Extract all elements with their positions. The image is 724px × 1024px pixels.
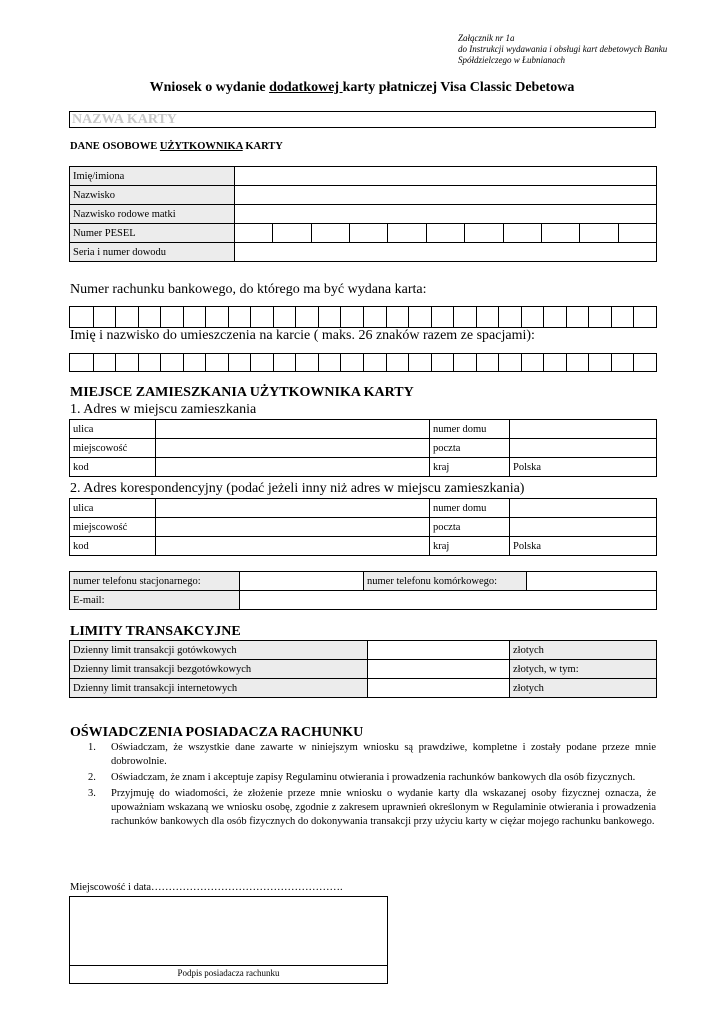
signature-divider bbox=[69, 965, 388, 966]
table-row bbox=[70, 572, 657, 591]
post-office-label: poczta bbox=[430, 439, 510, 458]
card-char-divider bbox=[363, 354, 364, 371]
personal-data-heading bbox=[70, 141, 283, 152]
street-label: ulica bbox=[70, 420, 156, 439]
corr-city-label: miejscowość bbox=[70, 518, 156, 537]
declaration-number-2: 2. bbox=[88, 772, 96, 783]
declarations-heading: OŚWIADCZENIA POSIADACZA RACHUNKU bbox=[70, 725, 364, 740]
card-char-divider bbox=[431, 354, 432, 371]
account-digit-divider bbox=[160, 307, 161, 327]
account-digit-divider bbox=[138, 307, 139, 327]
personal-heading-part-1: DANE OSOBOWE bbox=[70, 141, 160, 152]
card-char-divider bbox=[205, 354, 206, 371]
corr-postal-code-label: kod bbox=[70, 537, 156, 556]
signature-label: Podpis posiadacza rachunku bbox=[177, 968, 280, 978]
document-title bbox=[0, 80, 724, 96]
card-char-divider bbox=[183, 354, 184, 371]
card-char-divider bbox=[633, 354, 634, 371]
email-input[interactable] bbox=[240, 591, 657, 610]
pesel-digit-box[interactable] bbox=[235, 224, 273, 243]
title-underlined: dodatkowej bbox=[269, 80, 343, 95]
first-name-input[interactable] bbox=[235, 167, 657, 186]
cashless-limit-label: Dzienny limit transakcji bezgotówkowych bbox=[70, 660, 368, 679]
email-label: E-mail: bbox=[70, 591, 240, 610]
declaration-text-2: Oświadczam, że znam i akceptuje zapisy Regulaminu otwierania i prowadzenia rachunków bankowych dla osób fizycznych. bbox=[111, 772, 636, 783]
card-char-divider bbox=[476, 354, 477, 371]
pesel-digit-box[interactable] bbox=[618, 224, 656, 243]
table-row bbox=[70, 660, 657, 679]
card-char-divider bbox=[498, 354, 499, 371]
annex-note bbox=[458, 33, 667, 66]
account-digit-divider bbox=[453, 307, 454, 327]
declarations-list bbox=[70, 741, 656, 829]
address-1-table bbox=[69, 419, 657, 477]
account-digit-divider bbox=[273, 307, 274, 327]
account-number-grid[interactable] bbox=[69, 306, 657, 328]
landline-input[interactable] bbox=[240, 572, 364, 591]
account-digit-divider bbox=[183, 307, 184, 327]
account-digit-divider bbox=[543, 307, 544, 327]
card-char-divider bbox=[318, 354, 319, 371]
card-char-divider bbox=[250, 354, 251, 371]
house-number-label: numer domu bbox=[430, 420, 510, 439]
pesel-digit-box[interactable] bbox=[503, 224, 541, 243]
internet-limit-unit: złotych bbox=[510, 679, 657, 698]
limits-heading: LIMITY TRANSAKCYJNE bbox=[70, 624, 241, 639]
declaration-number-1: 1. bbox=[88, 742, 96, 753]
table-row bbox=[70, 458, 657, 477]
account-digit-divider bbox=[498, 307, 499, 327]
card-char-divider bbox=[160, 354, 161, 371]
pesel-digit-box[interactable] bbox=[388, 224, 426, 243]
table-row bbox=[70, 243, 657, 262]
corr-street-label: ulica bbox=[70, 499, 156, 518]
residence-heading: MIEJSCE ZAMIESZKANIA UŻYTKOWNIKA KARTY bbox=[70, 385, 414, 400]
city-label: miejscowość bbox=[70, 439, 156, 458]
card-char-divider bbox=[566, 354, 567, 371]
id-number-label: Seria i numer dowodu bbox=[70, 243, 235, 262]
declaration-number-3: 3. bbox=[88, 788, 96, 799]
table-row bbox=[70, 537, 657, 556]
card-char-divider bbox=[408, 354, 409, 371]
pesel-digit-box[interactable] bbox=[580, 224, 618, 243]
pesel-digit-box[interactable] bbox=[311, 224, 349, 243]
table-row bbox=[70, 186, 657, 205]
account-digit-divider bbox=[115, 307, 116, 327]
corr-post-office-input[interactable] bbox=[510, 518, 657, 537]
pesel-digit-box[interactable] bbox=[426, 224, 464, 243]
card-char-divider bbox=[611, 354, 612, 371]
table-row bbox=[70, 205, 657, 224]
account-digit-divider bbox=[566, 307, 567, 327]
house-number-input[interactable] bbox=[510, 420, 657, 439]
account-digit-divider bbox=[633, 307, 634, 327]
postal-code-input[interactable] bbox=[156, 458, 430, 477]
title-part-1: Wniosek o wydanie bbox=[149, 80, 270, 95]
mother-maiden-name-label: Nazwisko rodowe matki bbox=[70, 205, 235, 224]
card-char-divider bbox=[588, 354, 589, 371]
list-item bbox=[70, 741, 656, 769]
card-print-name-grid[interactable] bbox=[69, 353, 657, 372]
pesel-digit-box[interactable] bbox=[273, 224, 311, 243]
card-print-name-label: Imię i nazwisko do umieszczenia na karcie ( maks. 26 znaków razem ze spacjami): bbox=[70, 328, 535, 343]
account-digit-divider bbox=[386, 307, 387, 327]
card-char-divider bbox=[295, 354, 296, 371]
personal-heading-underlined: UŻYTKOWNIKA bbox=[159, 141, 243, 152]
card-name-field[interactable] bbox=[69, 111, 656, 128]
cashless-limit-input[interactable] bbox=[368, 660, 510, 679]
corr-street-input[interactable] bbox=[156, 499, 430, 518]
internet-limit-input[interactable] bbox=[368, 679, 510, 698]
cash-limit-input[interactable] bbox=[368, 641, 510, 660]
list-item bbox=[70, 787, 656, 829]
account-digit-divider bbox=[408, 307, 409, 327]
card-char-divider bbox=[93, 354, 94, 371]
table-row bbox=[70, 518, 657, 537]
corr-postal-code-input[interactable] bbox=[156, 537, 430, 556]
account-digit-divider bbox=[318, 307, 319, 327]
account-digit-divider bbox=[228, 307, 229, 327]
annex-line-3: Spółdzielczego w Łubnianach bbox=[458, 55, 565, 65]
card-char-divider bbox=[453, 354, 454, 371]
table-row bbox=[70, 420, 657, 439]
table-row bbox=[70, 641, 657, 660]
address-2-title: 2. Adres korespondencyjny (podać jeżeli inny niż adres w miejscu zamieszkania) bbox=[70, 481, 525, 496]
last-name-label: Nazwisko bbox=[70, 186, 235, 205]
address-2-table bbox=[69, 498, 657, 556]
account-digit-divider bbox=[588, 307, 589, 327]
cash-limit-label: Dzienny limit transakcji gotówkowych bbox=[70, 641, 368, 660]
account-digit-divider bbox=[250, 307, 251, 327]
place-date-field[interactable]: Miejscowość i data………………………………………………. bbox=[70, 882, 343, 893]
card-char-divider bbox=[228, 354, 229, 371]
city-input[interactable] bbox=[156, 439, 430, 458]
corr-post-office-label: poczta bbox=[430, 518, 510, 537]
account-digit-divider bbox=[431, 307, 432, 327]
mother-maiden-name-input[interactable] bbox=[235, 205, 657, 224]
post-office-input[interactable] bbox=[510, 439, 657, 458]
account-digit-divider bbox=[363, 307, 364, 327]
account-digit-divider bbox=[611, 307, 612, 327]
account-digit-divider bbox=[521, 307, 522, 327]
pesel-label: Numer PESEL bbox=[70, 224, 235, 243]
list-item bbox=[70, 771, 656, 785]
table-row bbox=[70, 499, 657, 518]
mobile-label: numer telefonu komórkowego: bbox=[364, 572, 527, 591]
personal-heading-part-2: KARTY bbox=[242, 141, 283, 152]
address-1-title: 1. Adres w miejscu zamieszkania bbox=[70, 402, 257, 417]
annex-line-2: do Instrukcji wydawania i obsługi kart debetowych Banku bbox=[458, 44, 668, 54]
card-char-divider bbox=[340, 354, 341, 371]
account-digit-divider bbox=[340, 307, 341, 327]
card-char-divider bbox=[138, 354, 139, 371]
card-name-label: NAZWA KARTY bbox=[72, 112, 177, 127]
declaration-text-3: Przyjmuję do wiadomości, że złożenie przeze mnie wniosku o wydanie karty dla wskazanej osoby fizycznej oznacza, że upoważniam wskazaną we wniosku osobę, zgodnie z zakresem uprawnień określonym w Regulaminie otwierania i prowadzenia rachunków bankowych dla osób fizycznych do dokonywania transakcji przy użyciu karty w ciężar mojego rachunku bankowego. bbox=[111, 788, 656, 827]
id-number-input[interactable] bbox=[235, 243, 657, 262]
table-row bbox=[70, 224, 657, 243]
last-name-input[interactable] bbox=[235, 186, 657, 205]
country-value[interactable]: Polska bbox=[510, 458, 657, 477]
contact-table bbox=[69, 571, 657, 610]
first-name-label: Imię/imiona bbox=[70, 167, 235, 186]
table-row bbox=[70, 591, 657, 610]
corr-city-input[interactable] bbox=[156, 518, 430, 537]
table-row bbox=[70, 167, 657, 186]
card-char-divider bbox=[273, 354, 274, 371]
table-row bbox=[70, 439, 657, 458]
limits-table bbox=[69, 640, 657, 698]
mobile-input[interactable] bbox=[527, 572, 657, 591]
corr-country-value[interactable]: Polska bbox=[510, 537, 657, 556]
account-digit-divider bbox=[93, 307, 94, 327]
personal-data-table bbox=[69, 166, 657, 262]
account-digit-divider bbox=[476, 307, 477, 327]
internet-limit-label: Dzienny limit transakcji internetowych bbox=[70, 679, 368, 698]
pesel-digit-box[interactable] bbox=[350, 224, 388, 243]
annex-line-1: Załącznik nr 1a bbox=[458, 33, 515, 43]
country-label: kraj bbox=[430, 458, 510, 477]
card-char-divider bbox=[115, 354, 116, 371]
pesel-digit-box[interactable] bbox=[465, 224, 503, 243]
title-part-2: karty płatniczej Visa Classic Debetowa bbox=[342, 80, 575, 95]
card-char-divider bbox=[543, 354, 544, 371]
card-char-divider bbox=[521, 354, 522, 371]
table-row bbox=[70, 679, 657, 698]
corr-house-number-input[interactable] bbox=[510, 499, 657, 518]
card-char-divider bbox=[386, 354, 387, 371]
cashless-limit-unit: złotych, w tym: bbox=[510, 660, 657, 679]
cash-limit-unit: złotych bbox=[510, 641, 657, 660]
account-digit-divider bbox=[295, 307, 296, 327]
declaration-text-1: Oświadczam, że wszystkie dane zawarte w niniejszym wniosku są prawdziwe, kompletne i zostały podane przeze mnie dobrowolnie. bbox=[111, 742, 656, 767]
landline-label: numer telefonu stacjonarnego: bbox=[70, 572, 240, 591]
corr-country-label: kraj bbox=[430, 537, 510, 556]
corr-house-number-label: numer domu bbox=[430, 499, 510, 518]
street-input[interactable] bbox=[156, 420, 430, 439]
account-number-label: Numer rachunku bankowego, do którego ma być wydana karta: bbox=[70, 282, 427, 297]
postal-code-label: kod bbox=[70, 458, 156, 477]
pesel-digit-box[interactable] bbox=[541, 224, 579, 243]
account-digit-divider bbox=[205, 307, 206, 327]
